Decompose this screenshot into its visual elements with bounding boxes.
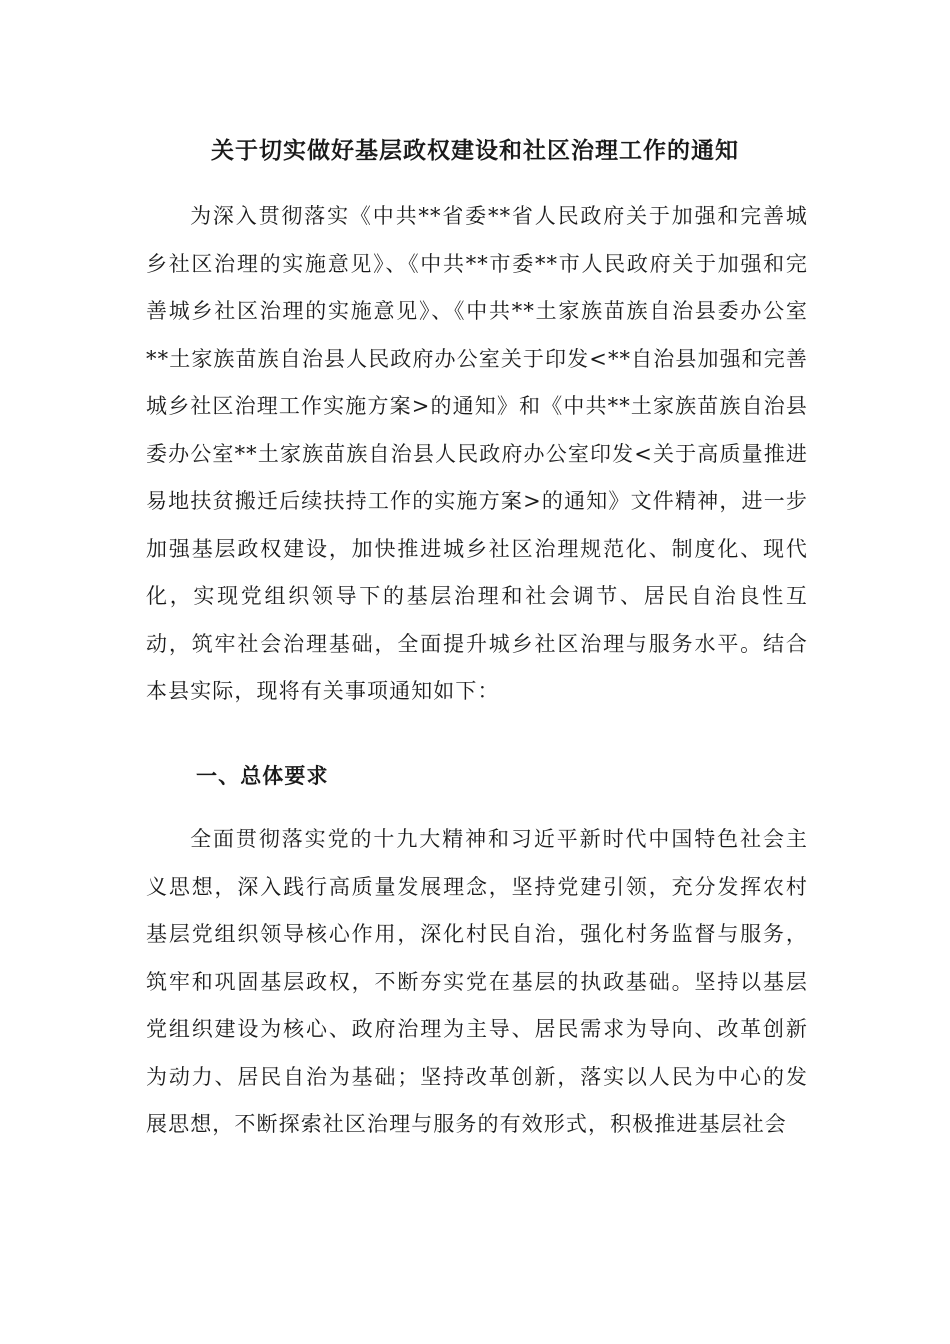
document-title: 关于切实做好基层政权建设和社区治理工作的通知: [211, 137, 739, 164]
intro-paragraph: 为深入贯彻落实《中共**省委**省人民政府关于加强和完善城乡社区治理的实施意见》、《中共**市委**市人民政府关于加强和完善城乡社区治理的实施意见》、《中共**土家族苗族自治县委办公室**土家族苗族自治县人民政府办公室关于印发<**自治县加强和完善城乡社区治理工作实施方案>的通知》和《中共**土家族苗族自治县委办公室**土家族苗族自治县人民政府办公室印发<关于高质量推进易地扶贫搬迁后续扶持工作的实施方案>的通知》文件精神，进一步加强基层政权建设，加快推进城乡社区治理规范化、制度化、现代化，实现党组织领导下的基层治理和社会调节、居民自治良性互动，筑牢社会治理基础，全面提升城乡社区治理与服务水平。结合本县实际，现将有关事项通知如下：: [146, 204, 808, 703]
section-paragraph-general-requirements: 全面贯彻落实党的十九大精神和习近平新时代中国特色社会主义思想，深入践行高质量发展理念，坚持党建引领，充分发挥农村基层党组织领导核心作用，深化村民自治，强化村务监督与服务，筑牢和巩固基层政权，不断夯实党在基层的执政基础。坚持以基层党组织建设为核心、政府治理为主导、居民需求为导向、改革创新为动力、居民自治为基础；坚持改革创新，落实以人民为中心的发展思想，不断探索社区治理与服务的有效形式，积极推进基层社会: [146, 827, 808, 1136]
section-heading-general-requirements: 一、总体要求: [196, 763, 329, 788]
